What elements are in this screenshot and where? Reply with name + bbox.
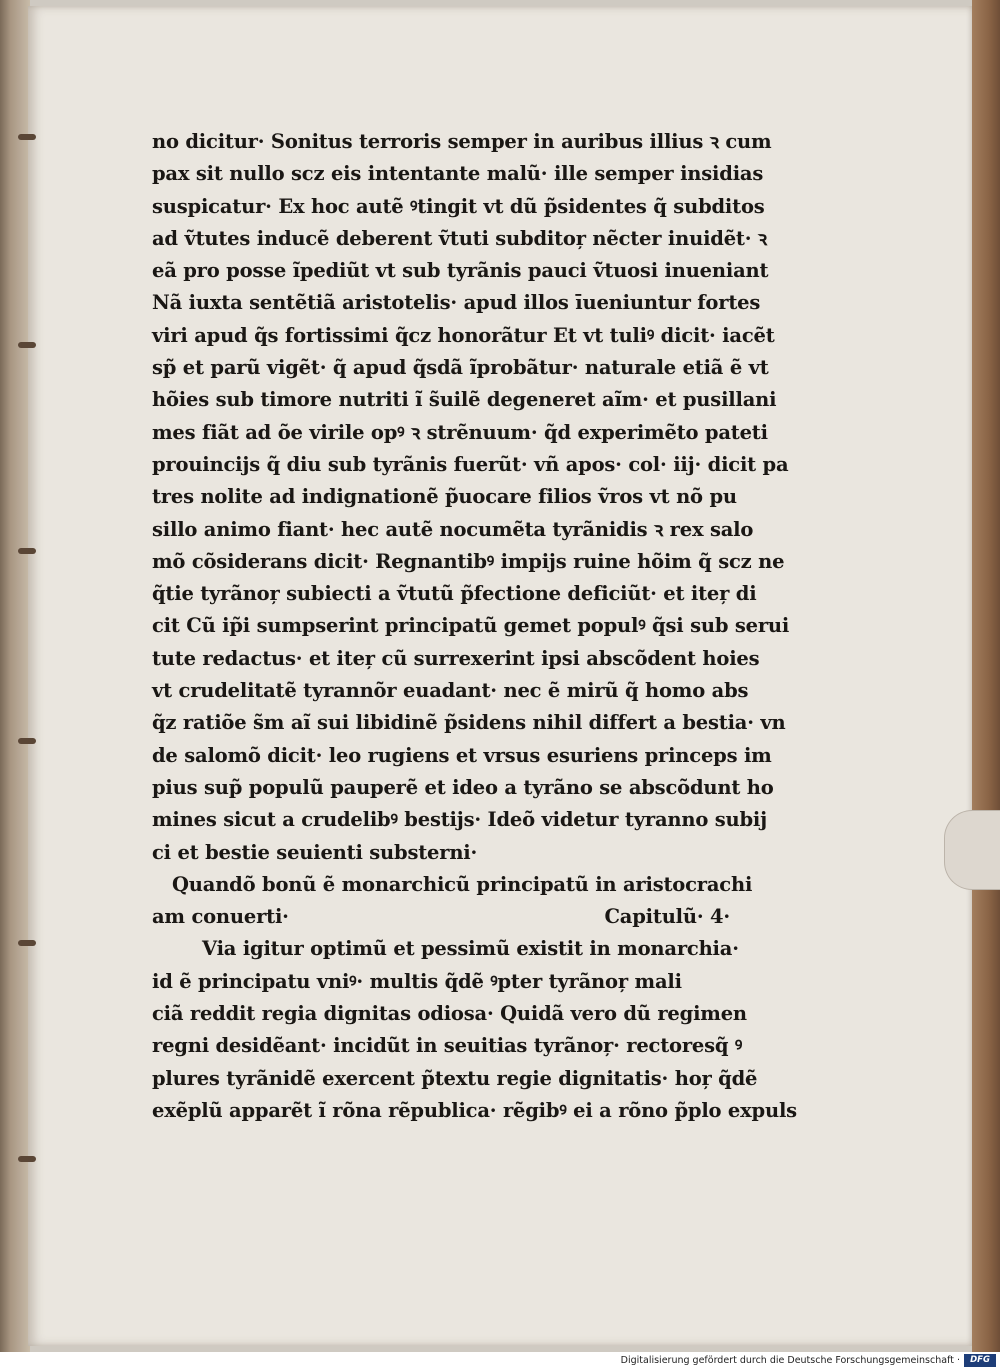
binding-stitch bbox=[18, 548, 36, 554]
body-text bbox=[152, 126, 790, 869]
chapter-label: Capitulũ· 4· bbox=[604, 905, 730, 929]
chapter-text bbox=[152, 933, 797, 1127]
text-line: hõies sub timore nutriti ĩ s̃uilẽ degeneret aĩm· et pusillani bbox=[152, 388, 777, 412]
text-line: de salomõ dicit· leo rugiens et vrsus esuriens princeps im bbox=[152, 743, 772, 767]
text-line: ci et bestie seuienti substerni· bbox=[152, 840, 478, 864]
page-clasp bbox=[944, 810, 1000, 890]
binding-stitch bbox=[18, 940, 36, 946]
text-line: exẽplũ apparẽt ĩ rõna rẽpublica· rẽgibꝰ ei a rõno p̃plo expuls bbox=[152, 1098, 797, 1122]
text-line: sillo animo fiant· hec autẽ nocumẽta tyrãnidis ꝛ rex salo bbox=[152, 517, 754, 541]
text-line: ad ṽtutes inducẽ deberent ṽtuti subditoŗ nẽcter inuidẽt· ꝛ bbox=[152, 226, 767, 250]
text-line: mõ cõsiderans dicit· Regnantibꝰ impijs ruine hõim q̃ scz ne bbox=[152, 549, 785, 573]
text-line: Nã iuxta sentẽtiã aristotelis· apud illos īueniuntur fortes bbox=[152, 291, 761, 315]
binding-stitch bbox=[18, 1156, 36, 1162]
text-line: tres nolite ad indignationẽ p̃uocare filios ṽros vt nõ pu bbox=[152, 485, 737, 509]
text-line: mines sicut a crudelibꝰ bestijs· Ideõ videtur tyranno subij bbox=[152, 808, 767, 832]
text-line: sp̃ et parũ vigẽt· q̃ apud q̃sdã ĩprobãtur· naturale etiã ẽ vt bbox=[152, 356, 769, 380]
chapter-heading: Quandõ bonũ ẽ monarchicũ principatũ in aristocrachi bbox=[172, 872, 753, 896]
text-line: q̃z ratiõe s̃m aĩ sui libidinẽ p̃sidens nihil differt a bestia· vn bbox=[152, 711, 786, 735]
chapter-heading-end: am conuerti· bbox=[152, 905, 289, 929]
text-line: mes fiãt ad õe virile opꝰ ꝛ strẽnuum· q̃d experimẽto pateti bbox=[152, 420, 768, 444]
text-line: plures tyrãnidẽ exercent p̃textu regie dignitatis· hoŗ q̃dẽ bbox=[152, 1066, 758, 1090]
book-binding bbox=[0, 0, 30, 1352]
book-cover-edge bbox=[972, 0, 1000, 1352]
text-line: pax sit nullo scz eis intentante malũ· ille semper insidias bbox=[152, 162, 764, 186]
text-line: vt crudelitatẽ tyrannõr euadant· nec ẽ mirũ q̃ homo abs bbox=[152, 679, 749, 703]
footer-credit: Digitalisierung gefördert durch die Deutsche Forschungsgemeinschaft · bbox=[620, 1355, 960, 1366]
binding-stitch bbox=[18, 134, 36, 140]
text-line: tute redactus· et iteŗ cũ surrexerint ipsi abscõdent hoies bbox=[152, 646, 760, 670]
text-line: regni desidẽant· incidũt in seuitias tyrãnoŗ· rectoresq̃ ꝰ bbox=[152, 1034, 743, 1058]
binding-stitch bbox=[18, 342, 36, 348]
text-line: viri apud q̃s fortissimi q̃cz honorãtur Et vt tuliꝰ dicit· iacẽt bbox=[152, 323, 775, 347]
text-line: prouincijs q̃ diu sub tyrãnis fuerũt· vñ apos· col· iij· dicit pa bbox=[152, 452, 789, 476]
text-line: pius sup̃ populũ pauperẽ et ideo a tyrãno se abscõdunt ho bbox=[152, 775, 774, 799]
text-line: id ẽ principatu vniꝰ· multis q̃dẽ ꝰpter tyrãnoŗ mali bbox=[152, 969, 682, 993]
text-line: ciã reddit regia dignitas odiosa· Quidã vero dũ regimen bbox=[152, 1002, 747, 1026]
text-line: Via igitur optimũ et pessimũ existit in monarchia· bbox=[202, 937, 739, 961]
text-line: suspicatur· Ex hoc autẽ ꝰtingit vt dũ p̃sidentes q̃ subditos bbox=[152, 194, 765, 218]
text-line: eã pro posse ĩpediũt vt sub tyrãnis pauci ṽtuosi inueniant bbox=[152, 259, 769, 283]
footer-bar bbox=[0, 1352, 1000, 1370]
dfg-logo: DFG bbox=[964, 1354, 996, 1367]
printed-text-block bbox=[152, 126, 797, 1127]
text-line: q̃tie tyrãnoŗ subiecti a ṽtutũ p̃fectione deficiũt· et iteŗ di bbox=[152, 582, 757, 606]
binding-stitch bbox=[18, 738, 36, 744]
text-line: cit Cũ ip̃i sumpserint principatũ gemet populꝰ q̃si sub serui bbox=[152, 614, 790, 638]
chapter-heading-line bbox=[152, 901, 742, 933]
text-line: no dicitur· Sonitus terroris semper in auribus illius ꝛ cum bbox=[152, 130, 772, 153]
